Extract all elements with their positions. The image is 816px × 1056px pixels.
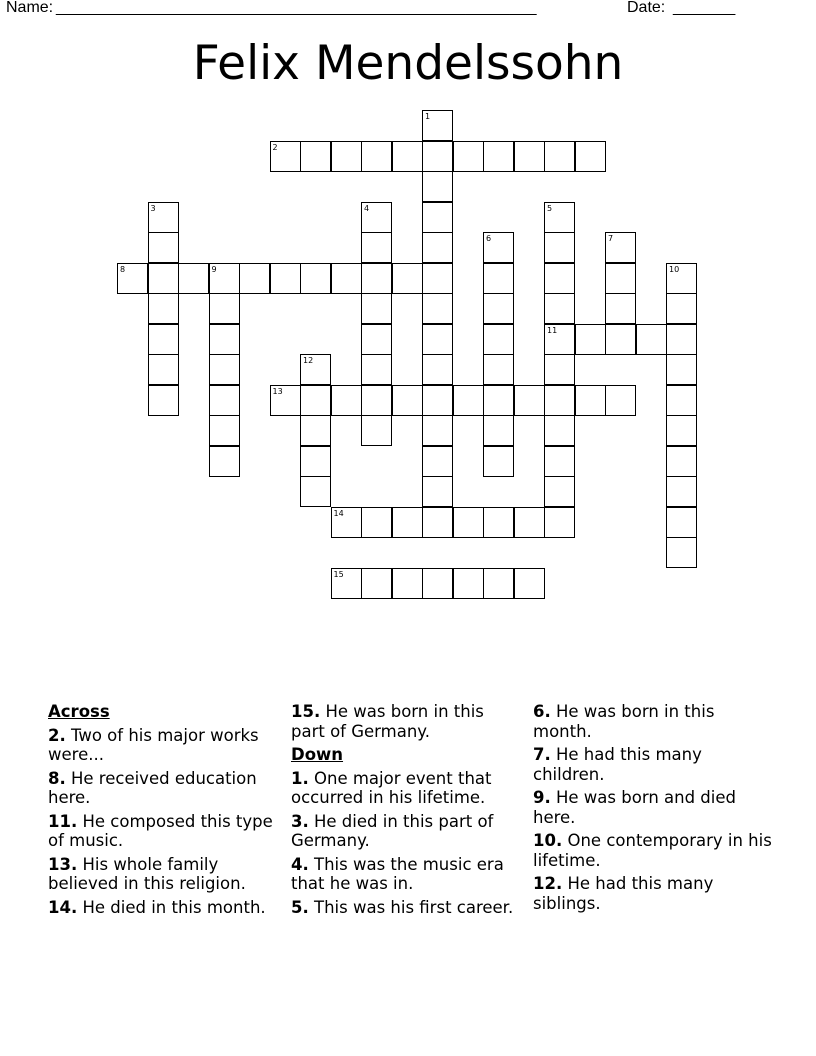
clue-number: 4. (291, 854, 309, 874)
crossword-cell[interactable] (239, 263, 270, 294)
crossword-cell[interactable] (209, 385, 240, 416)
crossword-cell[interactable] (605, 324, 636, 355)
crossword-cell[interactable] (392, 263, 423, 294)
crossword-cell[interactable] (422, 324, 453, 355)
clue-number-label: 5 (547, 203, 553, 213)
across-heading: Across (48, 702, 110, 721)
crossword-cell[interactable] (544, 293, 575, 324)
clue-number: 9. (533, 788, 551, 807)
clue-text: He died in this part of Germany. (291, 811, 494, 850)
crossword-cell[interactable] (300, 476, 331, 507)
crossword-cell[interactable] (422, 385, 453, 416)
clues-column-2 (291, 702, 521, 921)
down-clue-9 (533, 788, 773, 827)
crossword-cell[interactable] (209, 354, 240, 385)
crossword-cell[interactable] (361, 141, 392, 172)
crossword-cell[interactable] (544, 476, 575, 507)
clue-text: He died in this month. (82, 897, 266, 917)
crossword-cell[interactable] (422, 354, 453, 385)
crossword-cell[interactable] (361, 385, 392, 416)
clue-text: This was the music era that he was in. (291, 854, 504, 893)
crossword-cell[interactable] (514, 568, 545, 599)
clue-number-label: 8 (120, 264, 126, 274)
crossword-cell[interactable] (209, 324, 240, 355)
crossword-cell[interactable] (453, 507, 484, 538)
clue-number: 5. (291, 897, 309, 917)
crossword-cell[interactable] (148, 263, 179, 294)
crossword-cell[interactable] (666, 324, 697, 355)
down-heading: Down (291, 745, 344, 764)
crossword-cell[interactable] (544, 507, 575, 538)
down-clue-4 (291, 855, 521, 894)
crossword-cell[interactable] (483, 263, 514, 294)
down-clue-3 (291, 812, 521, 851)
clue-text: He was born and died here. (533, 788, 736, 827)
crossword-cell[interactable] (453, 385, 484, 416)
crossword-cell[interactable] (392, 568, 423, 599)
crossword-cell[interactable] (392, 507, 423, 538)
crossword-cell[interactable] (514, 507, 545, 538)
clue-number-label: 10 (669, 264, 680, 274)
crossword-cell[interactable] (422, 232, 453, 263)
clue-number: 12. (533, 874, 563, 893)
down-clue-5 (291, 898, 521, 918)
crossword-cell[interactable] (361, 324, 392, 355)
crossword-cell[interactable] (666, 537, 697, 568)
across-clue-8 (48, 769, 278, 808)
crossword-cell[interactable] (544, 354, 575, 385)
crossword-cell[interactable] (666, 507, 697, 538)
clue-number-label: 4 (364, 203, 370, 213)
crossword-cell[interactable] (483, 354, 514, 385)
name-blank[interactable]: ______________________________________________________ (56, 0, 537, 16)
clue-number-label: 3 (150, 203, 156, 213)
crossword-cell[interactable] (270, 263, 301, 294)
crossword-cell[interactable] (209, 446, 240, 477)
name-label: Name: (6, 0, 58, 16)
across-clue-15 (291, 702, 521, 741)
crossword-cell[interactable] (666, 415, 697, 446)
clue-text: His whole family believed in this religion. (48, 854, 246, 893)
crossword-cell[interactable] (361, 232, 392, 263)
clues-column-3 (533, 702, 773, 917)
crossword-cell[interactable] (483, 141, 514, 172)
clue-text: Two of his major works were... (48, 725, 259, 764)
crossword-cell[interactable] (666, 446, 697, 477)
clue-number-label: 13 (272, 386, 283, 396)
crossword-cell[interactable] (483, 385, 514, 416)
down-clue-12 (533, 874, 773, 913)
crossword-cell[interactable] (483, 568, 514, 599)
crossword-cell[interactable] (666, 293, 697, 324)
crossword-cell[interactable] (422, 171, 453, 202)
crossword-cell[interactable] (483, 293, 514, 324)
crossword-cell[interactable] (422, 568, 453, 599)
crossword-cell[interactable] (575, 324, 606, 355)
crossword-cell[interactable] (300, 446, 331, 477)
crossword-cell[interactable] (544, 385, 575, 416)
across-clue-11 (48, 812, 278, 851)
crossword-cell[interactable] (544, 263, 575, 294)
crossword-cell[interactable] (483, 415, 514, 446)
crossword-cell[interactable] (331, 385, 362, 416)
clue-number: 3. (291, 811, 309, 831)
crossword-cell[interactable] (361, 415, 392, 446)
crossword-cell[interactable] (331, 141, 362, 172)
clue-number: 6. (533, 702, 551, 721)
crossword-cell[interactable] (483, 507, 514, 538)
clue-number-label: 14 (333, 508, 344, 518)
clue-text: He was born in this month. (533, 702, 715, 741)
clue-text: He was born in this part of Germany. (291, 702, 484, 741)
crossword-cell[interactable] (148, 324, 179, 355)
clue-number: 14. (48, 897, 78, 917)
clues-column-1 (48, 702, 278, 921)
crossword-cell[interactable] (544, 415, 575, 446)
crossword-cell[interactable] (453, 141, 484, 172)
clue-text: He received education here. (48, 768, 257, 807)
clue-number: 8. (48, 768, 66, 788)
crossword-cell[interactable] (514, 385, 545, 416)
crossword-cell[interactable] (300, 141, 331, 172)
down-clue-10 (533, 831, 773, 870)
crossword-cell[interactable] (544, 141, 575, 172)
crossword-cell[interactable] (605, 293, 636, 324)
across-clue-2 (48, 726, 278, 765)
crossword-cell[interactable] (178, 263, 209, 294)
crossword-cell[interactable] (422, 263, 453, 294)
crossword-cell[interactable] (575, 141, 606, 172)
crossword-cell[interactable] (605, 263, 636, 294)
clue-number-label: 2 (272, 142, 278, 152)
clue-text: He had this many children. (533, 745, 702, 784)
crossword-cell[interactable] (148, 385, 179, 416)
crossword-cell[interactable] (422, 476, 453, 507)
across-clue-13 (48, 855, 278, 894)
clue-text: He composed this type of music. (48, 811, 273, 850)
clue-number-label: 1 (425, 112, 431, 121)
down-clue-6 (533, 702, 773, 741)
crossword-cell[interactable] (514, 141, 545, 172)
clue-number: 15. (291, 702, 321, 721)
crossword-cell[interactable] (422, 141, 453, 172)
clue-number-label: 6 (486, 234, 492, 243)
crossword-cell[interactable] (422, 415, 453, 446)
crossword-cell[interactable] (666, 385, 697, 416)
crossword-cell[interactable] (422, 507, 453, 538)
crossword-cell[interactable] (361, 568, 392, 599)
clue-number-label: 7 (608, 234, 614, 243)
crossword-cell[interactable] (361, 507, 392, 538)
down-clue-1 (291, 769, 521, 808)
crossword-cell[interactable] (361, 293, 392, 324)
crossword-cell[interactable] (148, 354, 179, 385)
crossword-cell[interactable] (209, 415, 240, 446)
crossword-cell[interactable] (361, 263, 392, 294)
crossword-cell[interactable] (148, 293, 179, 324)
clue-number: 7. (533, 745, 551, 764)
crossword-cell[interactable] (361, 354, 392, 385)
crossword-cell[interactable] (300, 385, 331, 416)
date-blank[interactable]: _______ (673, 0, 736, 16)
crossword-cell[interactable] (636, 324, 667, 355)
crossword-cell[interactable] (483, 324, 514, 355)
clue-number-label: 12 (303, 356, 314, 365)
crossword-cell[interactable] (666, 476, 697, 507)
clue-number-label: 9 (211, 264, 217, 274)
clue-text: He had this many siblings. (533, 874, 714, 913)
clue-number: 13. (48, 854, 78, 874)
date-label: Date: (627, 0, 670, 16)
crossword-cell[interactable] (666, 354, 697, 385)
crossword-cell[interactable] (209, 293, 240, 324)
across-clue-14 (48, 898, 278, 918)
clue-text: One contemporary in his lifetime. (533, 831, 772, 870)
clue-number: 11. (48, 811, 78, 831)
crossword-cell[interactable] (148, 232, 179, 263)
crossword-cell[interactable] (422, 293, 453, 324)
clue-number-label: 11 (547, 325, 558, 335)
crossword-cell[interactable] (605, 385, 636, 416)
crossword-cell[interactable] (331, 263, 362, 294)
clue-number-label: 15 (333, 569, 344, 579)
crossword-cell[interactable] (392, 385, 423, 416)
clue-number: 10. (533, 831, 563, 850)
crossword-cell[interactable] (300, 263, 331, 294)
clue-number: 1. (291, 768, 309, 788)
clue-number: 2. (48, 725, 66, 745)
crossword-cell[interactable] (544, 232, 575, 263)
puzzle-title: Felix Mendelssohn (192, 36, 624, 91)
clue-text: This was his first career. (314, 897, 514, 917)
crossword-cell[interactable] (422, 446, 453, 477)
down-clue-7 (533, 745, 773, 784)
clue-text: One major event that occurred in his lifetime. (291, 768, 492, 807)
crossword-cell[interactable] (575, 385, 606, 416)
crossword-cell[interactable] (453, 568, 484, 599)
crossword-cell[interactable] (544, 446, 575, 477)
crossword-cell[interactable] (483, 446, 514, 477)
crossword-cell[interactable] (392, 141, 423, 172)
crossword-cell[interactable] (300, 415, 331, 446)
crossword-cell[interactable] (422, 202, 453, 233)
